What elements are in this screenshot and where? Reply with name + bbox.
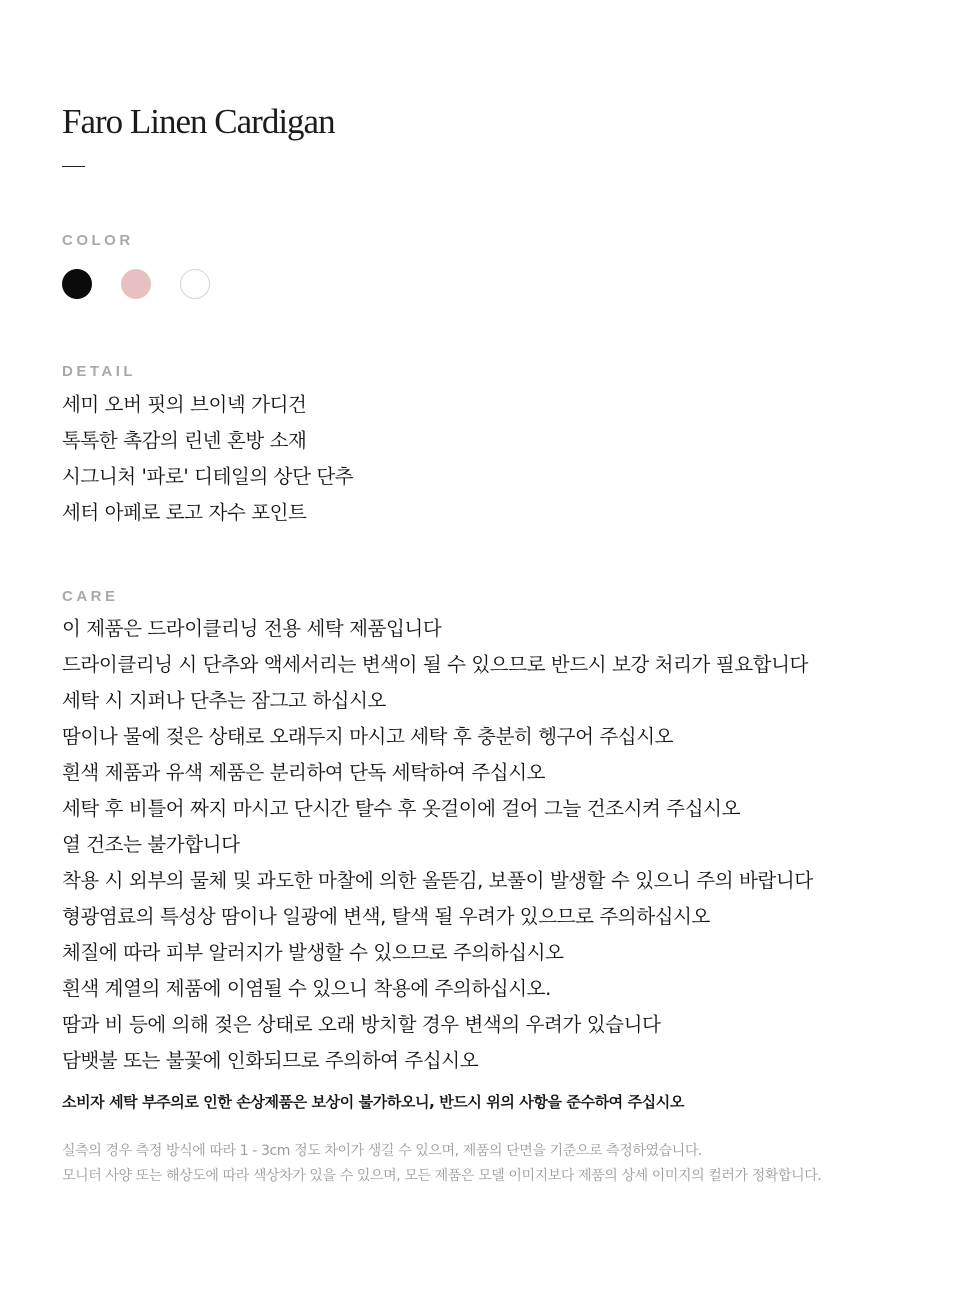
color-section-label: COLOR <box>62 232 134 249</box>
color-swatch-white[interactable] <box>180 269 210 299</box>
care-item: 흰색 제품과 유색 제품은 분리하여 단독 세탁하여 주십시오 <box>62 761 546 784</box>
footnote-color: 모니터 사양 또는 해상도에 따라 색상차가 있을 수 있으며, 모든 제품은 모델 이미지보다 제품의 상세 이미지의 컬러가 정확합니다. <box>62 1168 822 1184</box>
product-title: Faro Linen Cardigan <box>62 102 335 141</box>
care-item: 드라이클리닝 시 단추와 액세서리는 변색이 될 수 있으므로 반드시 보강 처리가 필요합니다 <box>62 653 808 676</box>
care-item: 담뱃불 또는 불꽃에 인화되므로 주의하여 주십시오 <box>62 1049 479 1072</box>
care-item: 세탁 후 비틀어 짜지 마시고 단시간 탈수 후 옷걸이에 걸어 그늘 건조시켜 주십시오 <box>62 797 741 820</box>
care-item: 땀과 비 등에 의해 젖은 상태로 오래 방치할 경우 변색의 우려가 있습니다 <box>62 1013 661 1036</box>
care-item: 세탁 시 지퍼나 단추는 잠그고 하십시오 <box>62 689 386 712</box>
color-swatch-pink[interactable] <box>121 269 151 299</box>
care-item: 체질에 따라 피부 알러지가 발생할 수 있으므로 주의하십시오 <box>62 941 564 964</box>
detail-section-label: DETAIL <box>62 363 137 380</box>
color-swatches <box>62 269 210 299</box>
care-item: 이 제품은 드라이클리닝 전용 세탁 제품입니다 <box>62 617 442 640</box>
care-item: 형광염료의 특성상 땀이나 일광에 변색, 탈색 될 우려가 있으므로 주의하십시오 <box>62 905 710 928</box>
footnotes <box>62 1139 821 1189</box>
care-warning-notice: 소비자 세탁 부주의로 인한 손상제품은 보상이 불가하오니, 반드시 위의 사항을 준수하여 주십시오 <box>62 1093 684 1111</box>
detail-item: 세미 오버 핏의 브이넥 가디건 <box>62 393 307 416</box>
detail-list <box>62 387 353 531</box>
care-item: 착용 시 외부의 물체 및 과도한 마찰에 의한 올뜯김, 보풀이 발생할 수 있으니 주의 바랍니다 <box>62 869 813 892</box>
care-list <box>62 611 813 1079</box>
title-divider <box>62 166 85 167</box>
color-swatch-black[interactable] <box>62 269 92 299</box>
detail-item: 톡톡한 촉감의 린넨 혼방 소재 <box>62 429 307 452</box>
detail-item: 세터 아페로 로고 자수 포인트 <box>62 501 307 524</box>
detail-item: 시그니처 '파로' 디테일의 상단 단추 <box>62 465 354 488</box>
care-item: 땀이나 물에 젖은 상태로 오래두지 마시고 세탁 후 충분히 헹구어 주십시오 <box>62 725 674 748</box>
care-item: 열 건조는 불가합니다 <box>62 833 240 856</box>
care-section-label: CARE <box>62 588 119 605</box>
footnote-measurement: 실측의 경우 측정 방식에 따라 1 - 3cm 정도 차이가 생길 수 있으며, 제품의 단면을 기준으로 측정하였습니다. <box>62 1143 703 1159</box>
care-item: 흰색 계열의 제품에 이염될 수 있으니 착용에 주의하십시오. <box>62 977 551 1000</box>
